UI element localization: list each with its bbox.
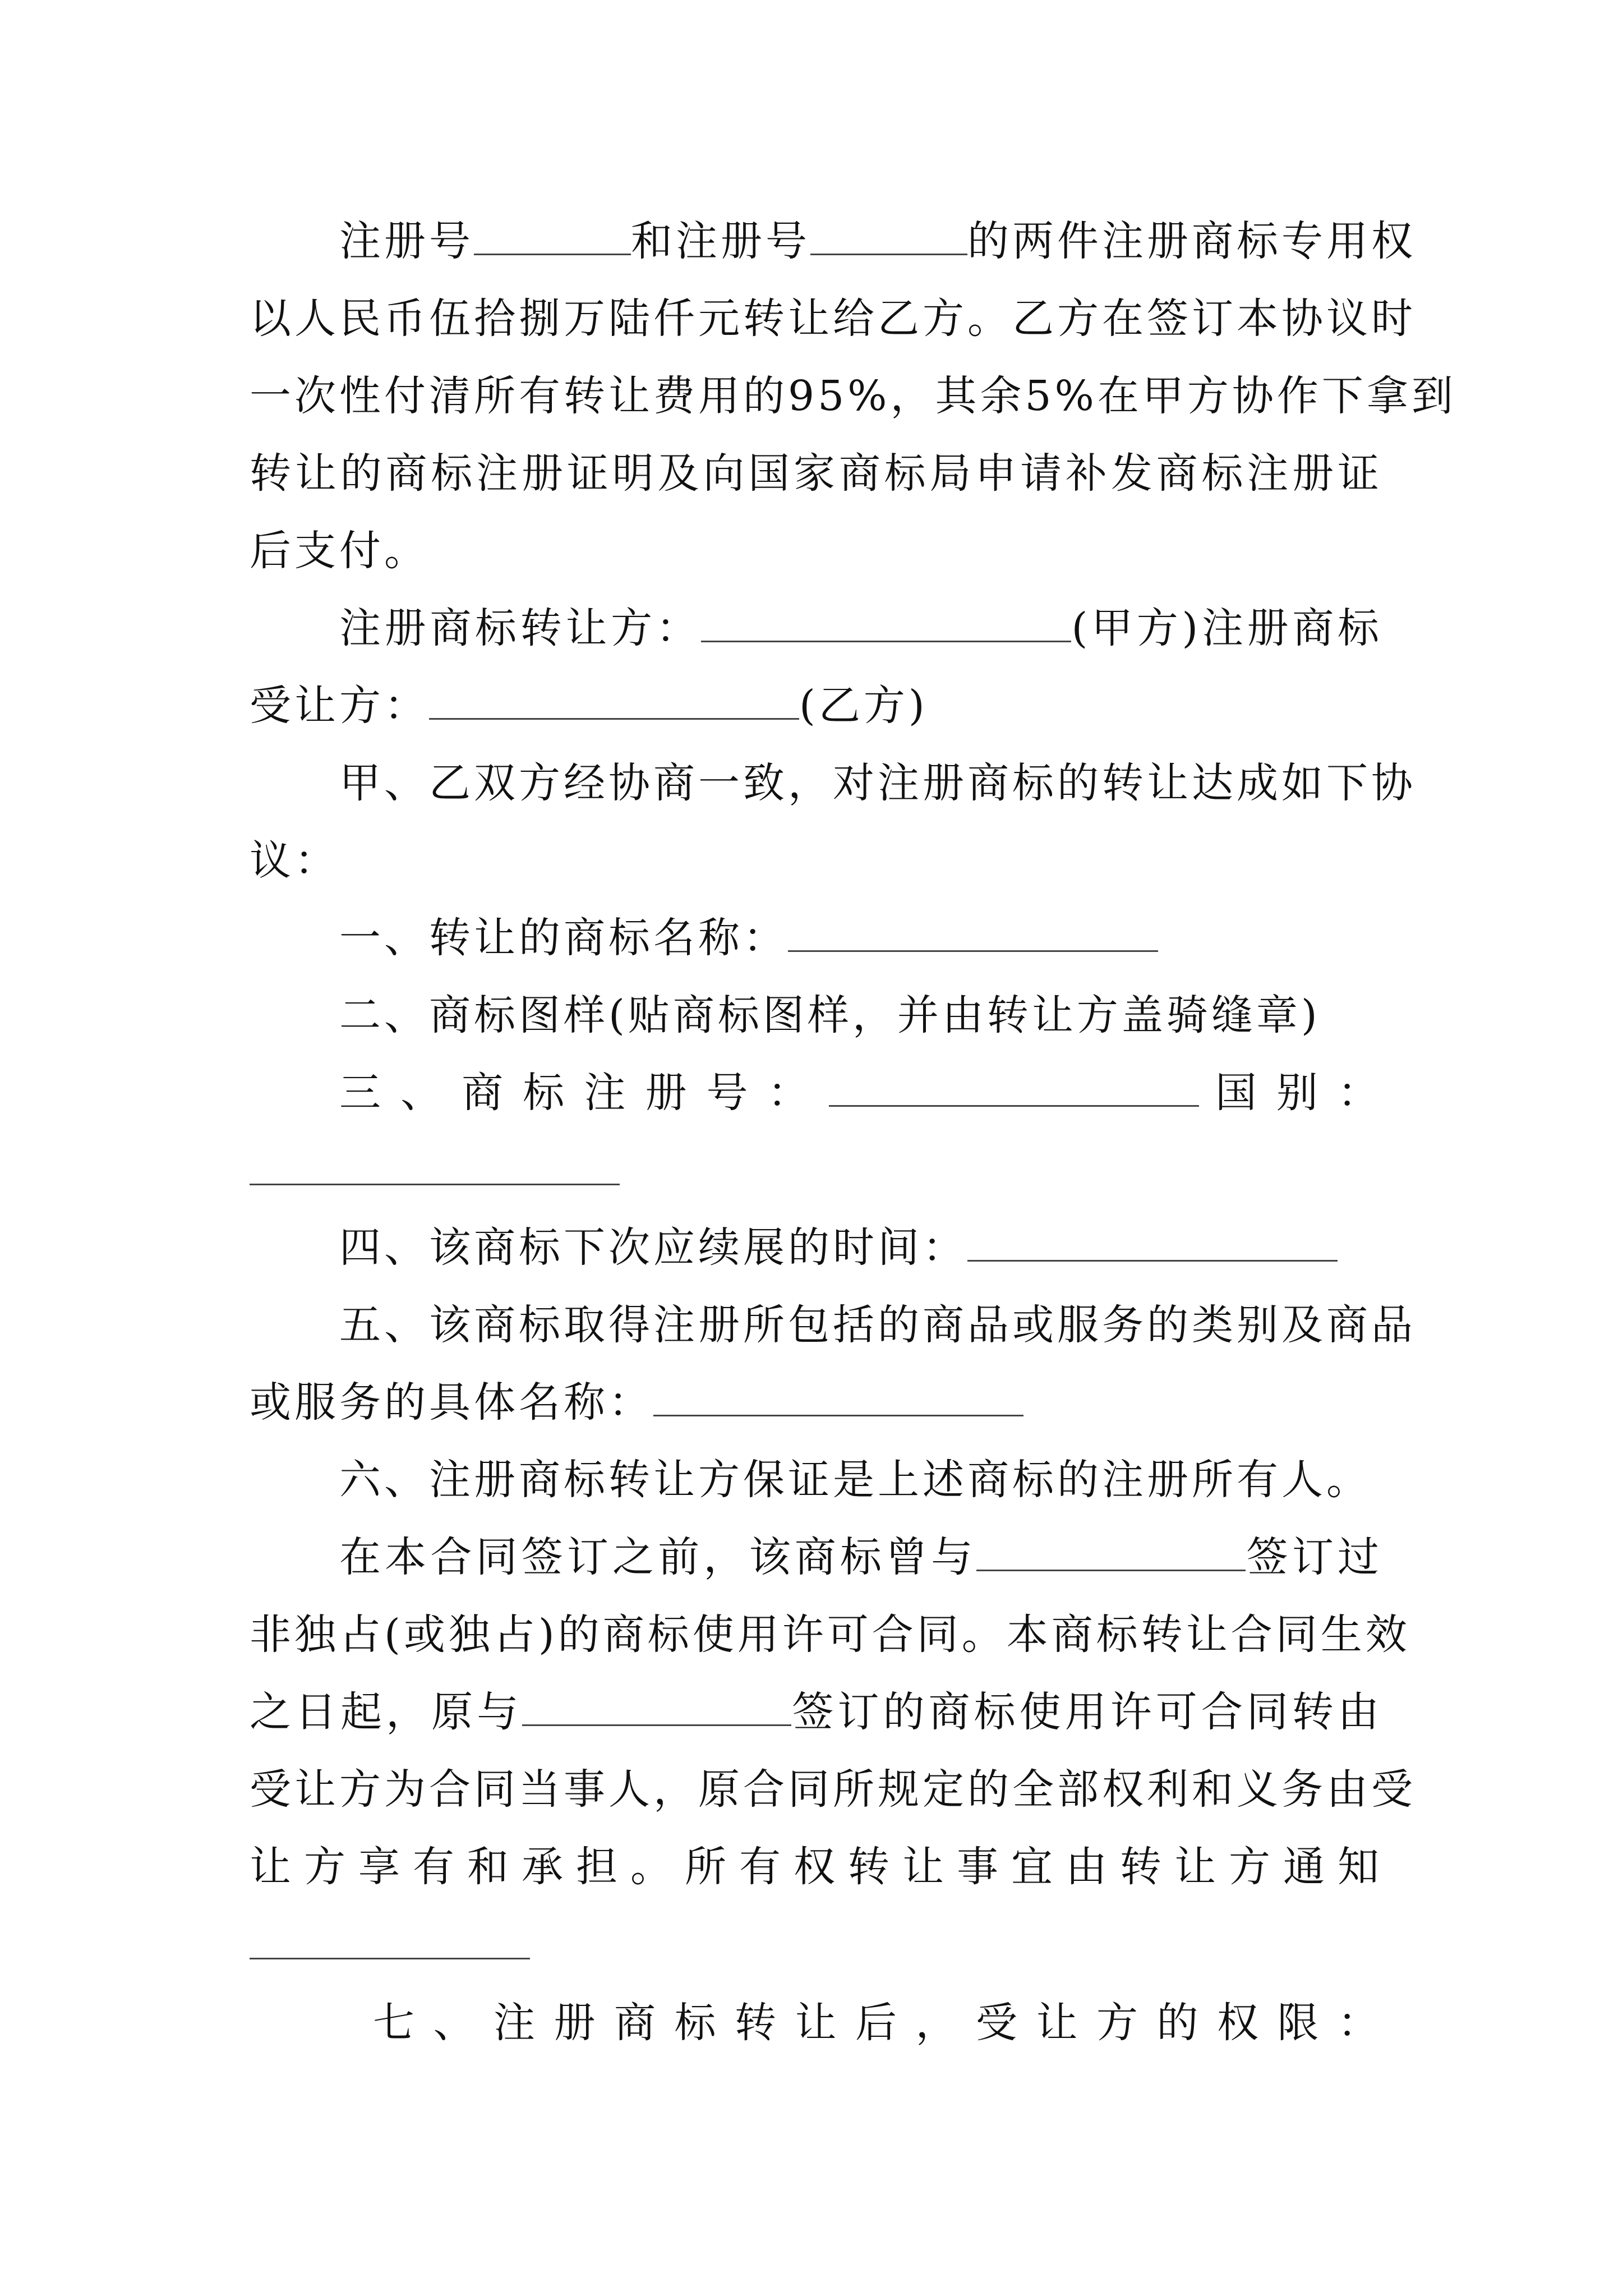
item-owner-guarantee: 六、注册商标转让方保证是上述商标的注册所有人。 [339,1456,1371,1504]
blank-notification[interactable] [250,1958,530,1959]
paragraph-line [250,1684,1382,1740]
text-segment: 注册号 [339,217,474,265]
paragraph-line: 非独占(或独占)的商标使用许可合同。本商标转让合同生效 [250,1611,1410,1659]
text-segment: 签订过 [1246,1533,1383,1581]
paragraph-line: 后支付。 [250,527,429,575]
paragraph-line: 一次性付清所有转让费用的95%，其余5%在甲方协作下拿到 [250,372,1456,420]
item-renewal-time [339,1220,1382,1276]
paragraph-line: 转让的商标注册证明及向国家商标局申请补发商标注册证 [250,449,1382,498]
paragraph-line [339,1529,1382,1585]
text-segment: 受让方： [250,682,429,730]
paragraph-line: 议： [250,836,339,885]
blank-goods-services[interactable] [653,1375,1023,1416]
paragraph-line [339,600,1382,656]
text-segment: (甲方)注册商标 [1071,604,1382,652]
text-segment: 一、转让的商标名称： [339,914,788,962]
text-segment: 国别： [1198,1069,1383,1117]
text-segment: 注册商标转让方： [339,604,702,652]
paragraph-line: 受让方为合同当事人，原合同所规定的全部权利和义务由受 [250,1765,1416,1814]
blank-registration-number[interactable] [829,1066,1199,1107]
paragraph-line: 让方享有和承担。所有权转让事宜由转让方通知 [250,1843,1382,1891]
text-segment: 和注册号 [631,217,810,265]
paragraph-line: 甲、乙双方经协商一致，对注册商标的转让达成如下协 [339,759,1416,807]
paragraph-line: 以人民币伍拾捌万陆仟元转让给乙方。乙方在签订本协议时 [250,295,1416,343]
text-segment: 之日起，原与 [250,1688,523,1736]
paragraph-line [339,213,1416,269]
item-trademark-name [339,910,1382,966]
blank-licensee-2[interactable] [522,1685,791,1726]
item-registration-number [339,1065,1382,1121]
text-segment: 签订的商标使用许可合同转由 [791,1688,1383,1736]
blank-registration-no-1[interactable] [474,214,631,255]
text-segment: (乙方) [799,682,928,730]
item-transferee-rights: 七、注册商标转让后，受让方的权限： [373,1999,1382,2047]
text-segment: 或服务的具体名称： [250,1378,653,1427]
blank-registration-no-2[interactable] [810,214,967,255]
item-trademark-sample: 二、商标图样(贴商标图样，并由转让方盖骑缝章) [339,991,1321,1039]
text-segment: 四、该商标下次应续展的时间： [339,1223,967,1272]
blank-country[interactable] [250,1184,620,1185]
paragraph-line [250,678,1382,734]
text-segment: 在本合同签订之前，该商标曾与 [339,1533,977,1581]
text-segment: 的两件注册商标专用权 [967,217,1416,265]
blank-trademark-name[interactable] [788,911,1158,952]
paragraph-line [250,1374,1382,1430]
blank-transferee[interactable] [429,679,799,720]
text-segment: 三、商标注册号： [339,1069,829,1117]
blank-renewal-time[interactable] [967,1221,1338,1262]
item-goods-services: 五、该商标取得注册所包括的商品或服务的类别及商品 [339,1301,1416,1349]
blank-licensee-1[interactable] [976,1530,1246,1571]
blank-transferor[interactable] [701,601,1071,642]
